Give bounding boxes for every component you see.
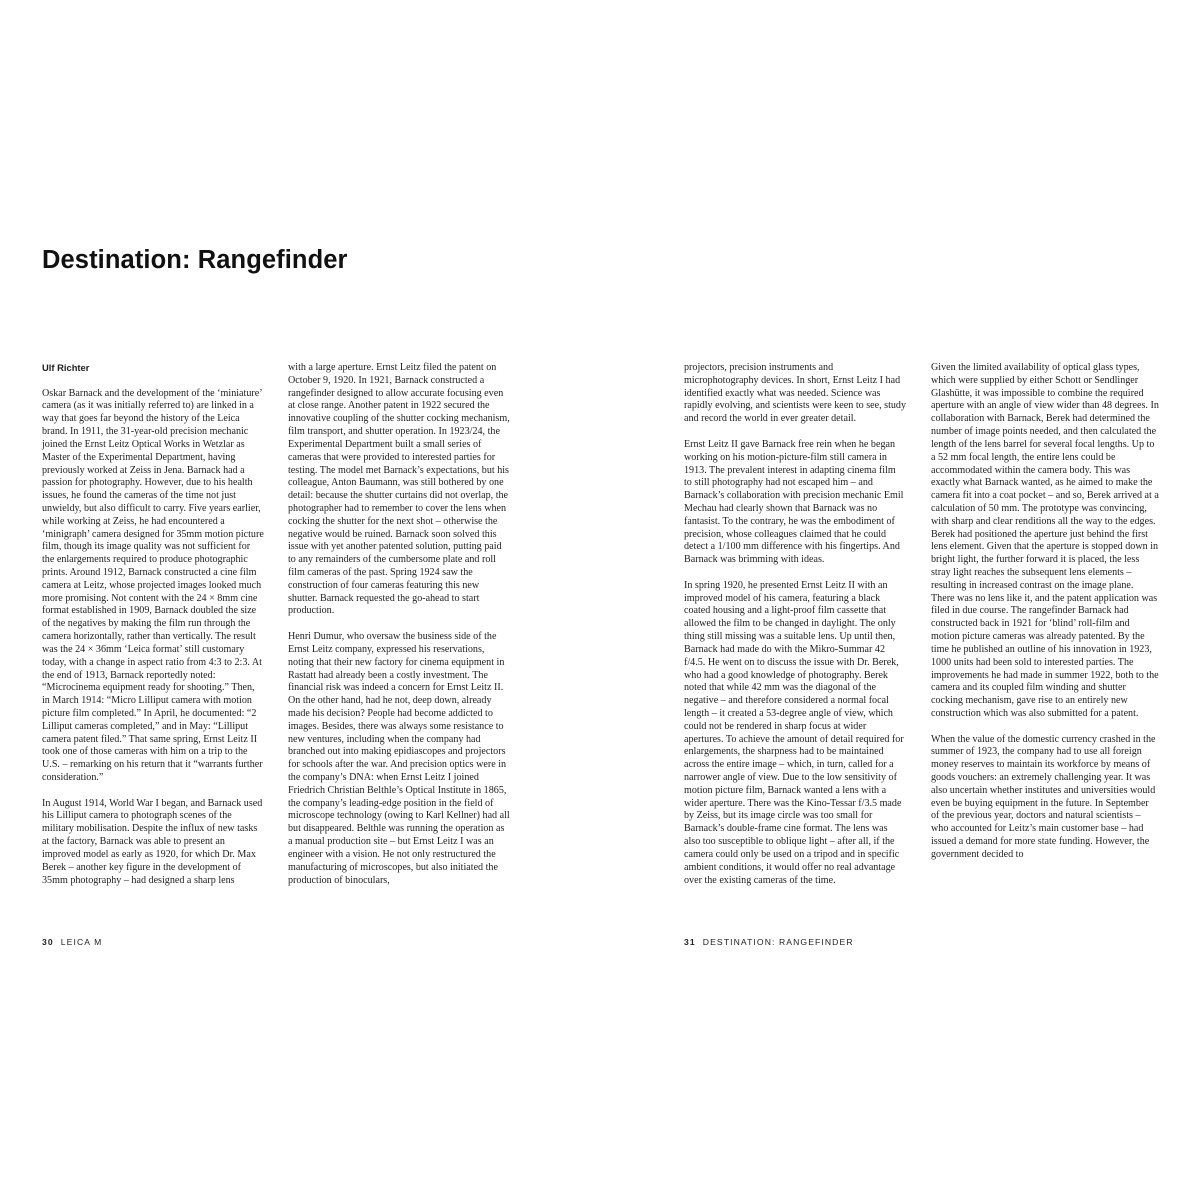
paragraph: Oskar Barnack and the development of the ‘miniature’ camera (as it was initially referred to) are linked in a way that goes far beyond the history of the Leica brand. In 1911, the 31-year-old precision mechanic joined the Ernst Leitz Optical Works in Wetzlar as Master of the Experimental Department, having previously worked at Zeiss in Jena. Barnack had a passion for photography. However, due to his health issues, he found the cameras of the time not just unwieldy, but also difficult to carry. Five years earlier, while working at Zeiss, he had encountered a ‘minigraph’ camera designed for 35mm motion picture film, though its image quality was not sufficient for the enlargements required to produce photographic prints. Around 1912, Barnack constructed a cine film camera at Leitz, whose projected images looked much more promising. Not content with the 24 × 8mm cine format established in 1909, Barnack doubled the size of the negatives by making the film run through the camera horizontally, rather than vertically. The result was the 24 × 36mm ‘Leica format’ still customary today, with a change in aspect ratio from 4:3 to 2:3. At the end of 1913, Barnack reportedly noted: “Microcinema equipment ready for shooting.” Then, in March 1914: “Micro Lilliput camera with motion picture film completed.” In April, he documented: “2 Lilliput cameras completed,” and in May: “Lilliput camera patent filed.” That same spring, Ernst Leitz II took one of those cameras with him on a trip to the U.S. – remarking on his return that it “warrants further consideration.”: [42, 387, 264, 783]
paragraph: In August 1914, World War I began, and Barnack used his Lilliput camera to photograph scenes of the military mobilisation. Despite the influx of new tasks at the factory, Barnack was able to present an improved model as early as 1920, for which Dr. Max Berek – another key figure in the development of 35mm photography – had designed a sharp lens: [42, 797, 263, 886]
running-footer-left: LEICA M: [60, 937, 103, 947]
paragraph: projectors, precision instruments and microphotography devices. In short, Ernst Leitz I had identified exactly what was needed. Science was rapidly evolving, and scientists were keen to see, study and record the world in ever greater detail.: [684, 362, 907, 425]
paragraph: Henri Dumur, who oversaw the business side of the Ernst Leitz company, expressed his reservations, noting that their new factory for cinema equipment in Rastatt had already been a costly investment. The financial risk was indeed a concern for Ernst Leitz II. On the other hand, had he not, deep down, already made his decision? People had become addicted to images. Besides, there was always some resistance to new ventures, including when the company had branched out into making epidiascopes and projectors for schools after the war. And precision optics were in the company’s DNA: when Ernst Leitz I joined Friedrich Christian Belthle’s Optical Institute in 1865, the company’s leading-edge position in the field of microscope technology (owing to Karl Kellner) had all but disappeared. Belthle was running the operation as a manual production site – but Ernst Leitz I was an engineer with a vision. He not only restructured the manufacturing of microscopes, but also initiated the production of binoculars,: [288, 631, 510, 886]
footer-right: [684, 937, 854, 947]
text-column-2: [288, 362, 510, 887]
paragraph: In spring 1920, he presented Ernst Leitz II with an improved model of his camera, featuring a black coated housing and a light-proof film cassette that allowed the film to be changed in daylight. The only thing still missing was a suitable lens. Up until then, Barnack had made do with the Mikro-Summar 42 f/4.5. He went on to discuss the issue with Dr. Berek, who had a good knowledge of photography. Berek noted that while 42 mm was the diagonal of the negative – and therefore considered a normal focal length – it created a 53-degree angle of view, which could not be rendered in sharp focus at wider apertures. To achieve the amount of detail required for enlargements, the sharpness had to be maintained across the entire image – which, in turn, called for a narrower angle of view. Due to the low sensitivity of motion picture film, Barnack wanted a lens with a wider aperture. There was the Kino-Tessar f/3.5 made by Zeiss, but its image circle was too small for Barnack’s double-frame cine format. The lens was also too susceptible to oblique light – after all, if the camera could only be used on a tripod and in specific ambient conditions, it would offer no real advantage over the existing cameras of the time.: [684, 579, 904, 886]
paragraph: with a large aperture. Ernst Leitz filed the patent on October 9, 1920. In 1921, Barnack constructed a rangefinder designed to allow accurate focusing even at close range. Another patent in 1922 secured the innovative coupling of the shutter cocking mechanism, film transport, and shutter operation. In 1923/24, the Experimental Department built a small series of cameras that were provided to interested parties for testing. The model met Barnack’s expectations, but his colleague, Anton Baumann, was still bothered by one detail: because the shutter curtains did not overlap, the photographer had to remember to cover the lens when cocking the shutter for the next shot – otherwise the negative would be ruined. Barnack soon solved this issue with yet another patented solution, putting paid to any remainders of the cumbersome plate and roll film cameras of the past. Spring 1924 saw the construction of four cameras featuring this new shutter. Barnack requested the go-ahead to start production.: [288, 362, 510, 617]
paragraph: When the value of the domestic currency crashed in the summer of 1923, the company had to use all foreign money reserves to maintain its workforce by means of goods vouchers: an extremely challenging year. It was also uncertain whether institutes and universities would even be buying equipment in the future. In September of the previous year, doctors and natural scientists – who accounted for Leitz’s main customer base – had issued a demand for more state funding. However, the government decided to: [931, 733, 1156, 860]
footer-left: [42, 937, 102, 947]
text-column-3: [684, 362, 906, 887]
running-footer-right: DESTINATION: RANGEFINDER: [702, 937, 854, 947]
text-column-4: [931, 362, 1159, 862]
chapter-title: Destination: Rangefinder: [42, 246, 348, 274]
paragraph: Ernst Leitz II gave Barnack free rein when he began working on his motion-picture-film still camera in 1913. The prevalent interest in adapting cinema film to still photography had not escaped him – and Barnack’s collaboration with precision mechanic Emil Mechau had clearly shown that Barnack was no fantasist. To the contrary, he was the embodiment of precision, whose colleagues claimed that he could detect a 1/100 mm difference with his fingertips. And Barnack was brimming with ideas.: [684, 438, 904, 566]
paragraph: Given the limited availability of optical glass types, which were supplied by either Schott or Sendlinger Glashütte, it was impossible to combine the required aperture with an angle of view wider than 48 degrees. In collaboration with Barnack, Berek had determined the number of image points needed, and then calculated the length of the lens barrel for several focal lengths. Up to a 52 mm focal length, the entire lens could be accommodated within the camera body. This was exactly what Barnack wanted, as he aimed to make the camera fit into a coat pocket – and so, Berek arrived at a calculation of 50 mm. The prototype was convincing, with sharp and clear renditions all the way to the edges. Berek had positioned the aperture just behind the first lens element. Given that the aperture is stopped down in bright light, the further forward it is placed, the less stray light reaches the subsequent lens elements – resulting in increased contrast on the image plane. There was no lens like it, and the patent application was filed in due course. The rangefinder Barnack had constructed back in 1921 for ‘blind’ roll-film and motion picture cameras was already patented. By the time he published an outline of his innovation in 1923, 1000 units had been sold to interested parties. The improvements he had made in summer 1922, both to the camera and its coupled film winding and shutter cocking mechanism, gave rise to an entirely new construction which was also submitted for a patent.: [931, 362, 1159, 719]
author-name: Ulf Richter: [42, 362, 90, 373]
text-column-1: [42, 362, 264, 887]
page-number-left: 30: [42, 937, 54, 947]
page-number-right: 31: [684, 937, 696, 947]
